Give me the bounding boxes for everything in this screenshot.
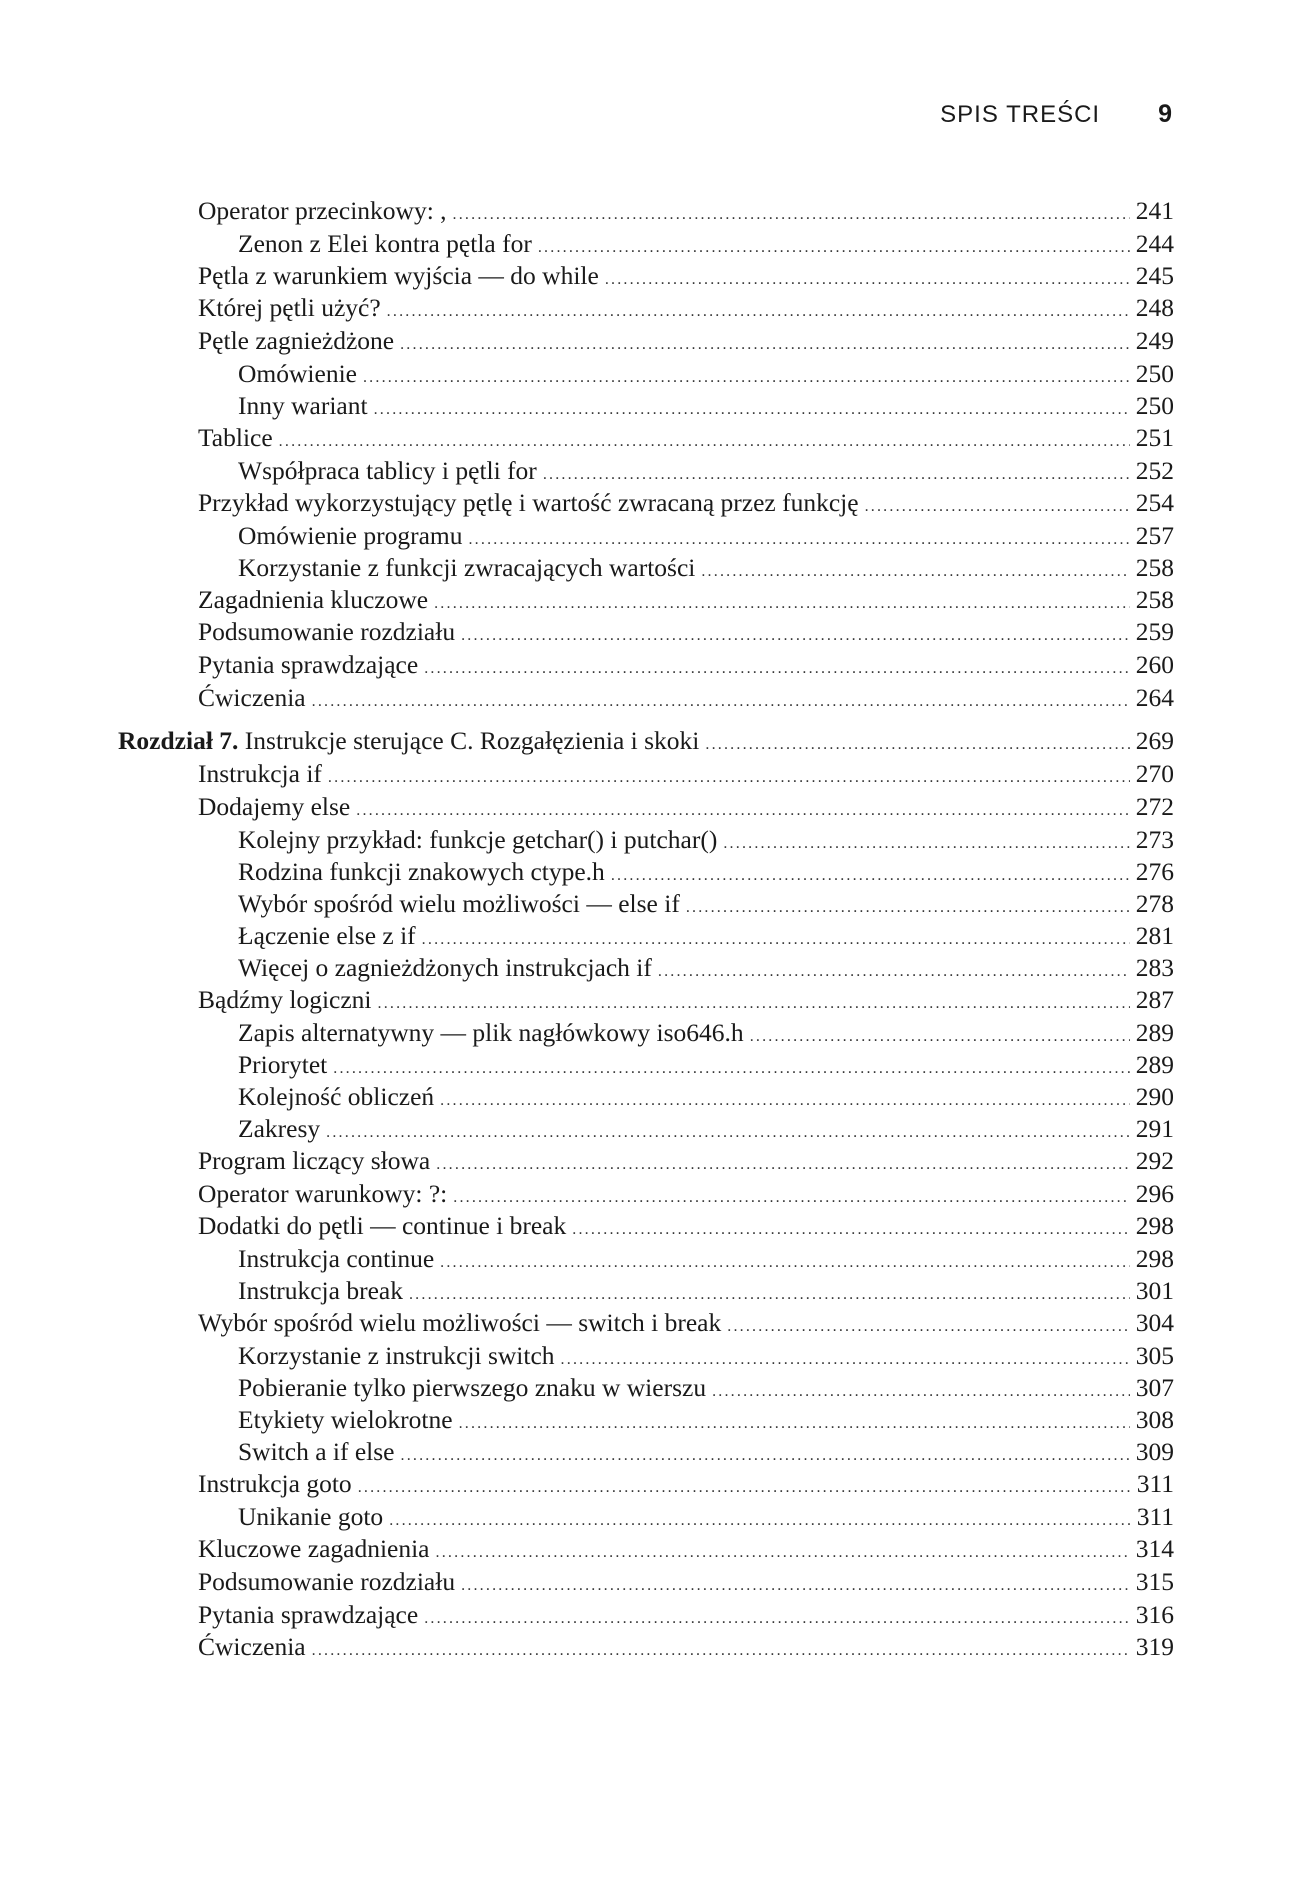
dot-leader (712, 1383, 1130, 1401)
toc-page-number: 250 (1135, 390, 1174, 420)
toc-page-number: 276 (1135, 856, 1174, 886)
toc-entry-text: Switch a if else (238, 1437, 395, 1467)
toc-entry[interactable] (118, 1114, 1174, 1146)
toc-entry-text: Zapis alternatywny — plik nagłówkowy iso646.h (238, 1017, 744, 1047)
dot-leader (468, 531, 1129, 549)
toc-entry[interactable] (118, 1502, 1174, 1534)
dot-leader (461, 627, 1130, 645)
toc-entry-text: Podsumowanie rozdziału (198, 1566, 456, 1596)
dot-leader (453, 1189, 1130, 1207)
toc-entry-title (238, 1244, 434, 1274)
toc-entry[interactable] (118, 1600, 1174, 1633)
toc-page-number: 252 (1135, 455, 1174, 485)
toc-chapter-entry[interactable] (118, 726, 1174, 759)
dot-leader (378, 995, 1130, 1013)
toc-entry-text: Pytania sprawdzające (198, 1599, 419, 1629)
toc-entry-text: Pętle zagnieżdżone (198, 326, 395, 356)
toc-entry[interactable] (118, 456, 1174, 488)
toc-entry[interactable] (118, 650, 1174, 683)
dot-leader (543, 466, 1130, 484)
toc-page-number: 289 (1135, 1049, 1174, 1079)
running-header-title: SPIS TREŚCI (940, 101, 1101, 128)
dot-leader (436, 1156, 1129, 1174)
toc-entry-text: Rodzina funkcji znakowych ctype.h (238, 856, 605, 886)
toc-entry-text: Ćwiczenia (198, 1632, 306, 1662)
dot-leader (701, 563, 1129, 581)
toc-entry-title (198, 585, 428, 615)
toc-entry-text: Unikanie goto (238, 1502, 384, 1532)
dot-leader (727, 1318, 1130, 1336)
toc-entry-text: Omówienie (238, 358, 357, 388)
toc-page-number: 249 (1135, 326, 1174, 356)
toc-entry-title (238, 857, 605, 887)
dot-leader (611, 867, 1130, 885)
dot-leader (440, 1092, 1130, 1110)
dot-leader (538, 239, 1130, 257)
toc-entry-text: Zenon z Elei kontra pętla for (238, 228, 532, 258)
toc-entry-title (238, 953, 652, 983)
toc-entry-text: Dodatki do pętli — continue i break (198, 1211, 567, 1241)
toc-entry-title (198, 196, 447, 226)
toc-entry[interactable] (118, 617, 1174, 650)
toc-entry-title (118, 726, 699, 756)
toc-entry-title (198, 683, 306, 713)
toc-entry[interactable] (118, 889, 1174, 921)
toc-entry-text: Pytania sprawdzające (198, 650, 419, 680)
toc-entry-text: Zakresy (238, 1113, 321, 1143)
toc-entry-title (238, 359, 357, 389)
toc-entry-text: Łączenie else z if (238, 920, 416, 950)
toc-page-number: 258 (1135, 584, 1174, 614)
toc-entry[interactable] (118, 759, 1174, 792)
toc-page-number: 259 (1135, 617, 1174, 647)
toc-page-number: 269 (1135, 726, 1174, 756)
toc-entry[interactable] (118, 1341, 1174, 1373)
toc-entry-title (198, 1534, 430, 1564)
toc-entry-title (198, 792, 350, 822)
toc-entry-title (238, 1276, 403, 1306)
dot-leader (459, 1415, 1130, 1433)
toc-entry[interactable] (118, 196, 1174, 229)
toc-page-number: 289 (1135, 1017, 1174, 1047)
chapter-label: Rozdział 7. (118, 726, 239, 756)
toc-entry-title (198, 488, 859, 518)
dot-leader (440, 1254, 1130, 1272)
toc-entry-title (238, 1082, 434, 1112)
toc-entry[interactable] (118, 683, 1174, 716)
toc-entry[interactable] (118, 293, 1174, 326)
toc-page-number: 301 (1135, 1276, 1174, 1306)
toc-entry[interactable] (118, 921, 1174, 953)
toc-entry-text: Pobieranie tylko pierwszego znaku w wierszu (238, 1373, 707, 1403)
toc-entry-title (198, 1211, 566, 1241)
toc-entry-title (238, 825, 717, 855)
dot-leader (605, 271, 1130, 289)
toc-page-number: 270 (1135, 759, 1174, 789)
toc-entry-text: Zagadnienia kluczowe (198, 584, 429, 614)
toc-entry-title (238, 889, 680, 919)
toc-entry-title (198, 1146, 430, 1176)
toc-page-number: 244 (1135, 228, 1174, 258)
toc-entry-text: Wybór spośród wielu możliwości — else if (238, 888, 680, 918)
dot-leader (461, 1577, 1130, 1595)
dot-leader (422, 931, 1130, 949)
toc-entry-title (198, 985, 372, 1015)
toc-entry-text: Etykiety wielokrotne (238, 1405, 453, 1435)
page-number: 9 (1158, 100, 1172, 128)
toc-entry-title (198, 293, 381, 323)
toc-entry[interactable] (118, 391, 1174, 423)
toc-entry-title (238, 1050, 327, 1080)
dot-leader (705, 736, 1129, 754)
toc-page-number: 308 (1135, 1405, 1174, 1435)
toc-entry-title (238, 553, 695, 583)
toc-entry-text: Korzystanie z instrukcji switch (238, 1340, 555, 1370)
toc-entry-title (198, 1632, 306, 1662)
dot-leader (424, 660, 1130, 678)
toc-entry[interactable] (118, 1146, 1174, 1179)
toc-entry[interactable] (118, 1276, 1174, 1308)
toc-entry-text: Której pętli użyć? (198, 293, 381, 323)
toc-entry[interactable] (118, 1534, 1174, 1567)
toc-page-number: 245 (1135, 260, 1174, 290)
dot-leader (409, 1286, 1130, 1304)
toc-entry-text: Priorytet (238, 1049, 328, 1079)
toc-page-number: 251 (1135, 423, 1174, 453)
toc-page-number: 258 (1135, 552, 1174, 582)
toc-entry-title (238, 391, 368, 421)
toc-entry[interactable] (118, 585, 1174, 618)
toc-entry[interactable] (118, 1050, 1174, 1082)
dot-leader (389, 1512, 1131, 1530)
toc-entry-title (238, 921, 416, 951)
dot-leader (358, 1479, 1131, 1497)
toc-page-number: 315 (1135, 1566, 1174, 1596)
toc-page-number: 287 (1135, 984, 1174, 1014)
toc-entry[interactable] (118, 229, 1174, 261)
toc-entry[interactable] (118, 359, 1174, 391)
toc-entry-text: Omówienie programu (238, 520, 463, 550)
toc-entry-text: Podsumowanie rozdziału (198, 617, 456, 647)
toc-entry-title (238, 1018, 744, 1048)
toc-entry-title (198, 1567, 455, 1597)
toc-entry-title (238, 1405, 453, 1435)
toc-entry-text: Instrukcja if (198, 759, 322, 789)
toc-entry-title (198, 650, 418, 680)
dot-leader (723, 835, 1129, 853)
toc-entry[interactable] (118, 1437, 1174, 1469)
toc-page-number: 307 (1135, 1373, 1174, 1403)
dot-leader (312, 693, 1130, 711)
toc-page-number: 290 (1135, 1081, 1174, 1111)
toc-entry-title (198, 617, 455, 647)
toc-entry-text: Instrukcja break (238, 1276, 403, 1306)
toc-entry[interactable] (118, 423, 1174, 456)
toc-page-number: 298 (1135, 1211, 1174, 1241)
toc-page-number: 264 (1135, 682, 1174, 712)
toc-entry[interactable] (118, 857, 1174, 889)
toc-entry-text: Tablice (198, 423, 273, 453)
dot-leader (326, 1124, 1130, 1142)
toc-page-number: 257 (1135, 520, 1174, 550)
toc-page-number: 248 (1135, 293, 1174, 323)
toc-entry-text: Współpraca tablicy i pętli for (238, 455, 537, 485)
toc-entry-text: Korzystanie z funkcji zwracających wartości (238, 552, 696, 582)
dot-leader (356, 802, 1130, 820)
dot-leader (658, 963, 1130, 981)
dot-leader (363, 369, 1130, 387)
toc-entry-text: Instrukcje sterujące C. Rozgałęzienia i skoki (244, 726, 700, 756)
toc-entry-title (238, 1437, 395, 1467)
toc-page-number: 319 (1135, 1632, 1174, 1662)
toc-entry-text: Wybór spośród wielu możliwości — switch i break (198, 1308, 722, 1338)
toc-entry-text: Instrukcja continue (238, 1244, 435, 1274)
toc-page-number: 298 (1135, 1244, 1174, 1274)
toc-entry[interactable] (118, 1373, 1174, 1405)
toc-entry-text: Kolejność obliczeń (238, 1081, 435, 1111)
table-of-contents (118, 196, 1174, 1665)
dot-leader (453, 206, 1130, 224)
toc-entry-text: Przykład wykorzystujący pętlę i wartość zwracaną przez funkcję (198, 487, 859, 517)
dot-leader (374, 401, 1130, 419)
dot-leader (401, 1447, 1130, 1465)
toc-entry-title (238, 1373, 706, 1403)
toc-entry-title (238, 456, 537, 486)
toc-entry-text: Kolejny przykład: funkcje getchar() i putchar() (238, 824, 718, 854)
dot-leader (328, 769, 1130, 787)
dot-leader (750, 1028, 1130, 1046)
dot-leader (686, 899, 1130, 917)
dot-leader (312, 1642, 1130, 1660)
toc-page-number: 309 (1135, 1437, 1174, 1467)
toc-page-number: 311 (1136, 1502, 1174, 1532)
toc-entry[interactable] (118, 488, 1174, 521)
toc-entry-title (198, 423, 273, 453)
toc-page-number: 272 (1135, 791, 1174, 821)
toc-entry-title (198, 1600, 418, 1630)
dot-leader (387, 303, 1130, 321)
toc-entry[interactable] (118, 261, 1174, 294)
dot-leader (400, 336, 1130, 354)
toc-entry-text: Kluczowe zagadnienia (198, 1534, 430, 1564)
toc-entry[interactable] (118, 1244, 1174, 1276)
toc-entry-title (198, 1469, 352, 1499)
dot-leader (561, 1351, 1130, 1369)
toc-page-number: 291 (1135, 1113, 1174, 1143)
toc-entry-text: Ćwiczenia (198, 682, 306, 712)
toc-page-number: 254 (1135, 487, 1174, 517)
toc-entry[interactable] (118, 1632, 1174, 1665)
dot-leader (424, 1610, 1130, 1628)
toc-page-number: 241 (1135, 196, 1174, 225)
dot-leader (436, 1544, 1130, 1562)
toc-entry[interactable] (118, 985, 1174, 1018)
toc-entry-title (198, 1179, 447, 1209)
toc-entry-text: Dodajemy else (198, 791, 351, 821)
toc-entry-title (198, 261, 599, 291)
toc-entry[interactable] (118, 825, 1174, 857)
toc-page-number: 314 (1135, 1534, 1174, 1564)
toc-entry-title (198, 1308, 721, 1338)
toc-entry-text: Pętla z warunkiem wyjścia — do while (198, 260, 599, 290)
dot-leader (333, 1060, 1130, 1078)
toc-entry-text: Operator przecinkowy: , (198, 196, 447, 225)
toc-entry-title (238, 229, 532, 259)
toc-page-number: 305 (1135, 1340, 1174, 1370)
toc-entry-text: Instrukcja goto (198, 1469, 352, 1499)
toc-entry-title (238, 521, 462, 551)
toc-page-number: 292 (1135, 1146, 1174, 1176)
toc-page-number: 260 (1135, 650, 1174, 680)
dot-leader (434, 595, 1130, 613)
toc-entry-text: Bądźmy logiczni (198, 984, 372, 1014)
toc-page-number: 311 (1136, 1469, 1174, 1499)
running-header (940, 100, 1172, 129)
toc-entry[interactable] (118, 1211, 1174, 1244)
toc-entry[interactable] (118, 1082, 1174, 1114)
toc-entry[interactable] (118, 1308, 1174, 1341)
toc-page-number: 273 (1135, 824, 1174, 854)
toc-entry[interactable] (118, 1469, 1174, 1502)
toc-page-number: 283 (1135, 952, 1174, 982)
toc-entry[interactable] (118, 1405, 1174, 1437)
toc-entry[interactable] (118, 1567, 1174, 1600)
toc-page-number: 296 (1135, 1178, 1174, 1208)
toc-entry[interactable] (118, 521, 1174, 553)
toc-entry[interactable] (118, 1018, 1174, 1050)
toc-entry[interactable] (118, 1179, 1174, 1212)
toc-page-number: 250 (1135, 358, 1174, 388)
toc-page-number: 281 (1135, 920, 1174, 950)
toc-entry-text: Operator warunkowy: ?: (198, 1178, 448, 1208)
toc-entry[interactable] (118, 953, 1174, 985)
toc-entry-text: Inny wariant (238, 390, 368, 420)
toc-entry-title (198, 759, 322, 789)
toc-entry-title (238, 1341, 555, 1371)
toc-entry-title (238, 1502, 383, 1532)
dot-leader (279, 433, 1130, 451)
dot-leader (865, 498, 1130, 516)
toc-entry[interactable] (118, 326, 1174, 359)
toc-entry-text: Program liczący słowa (198, 1146, 431, 1176)
toc-entry[interactable] (118, 792, 1174, 825)
toc-entry-title (198, 326, 394, 356)
toc-page-number: 316 (1135, 1599, 1174, 1629)
dot-leader (572, 1221, 1130, 1239)
toc-entry-text: Więcej o zagnieżdżonych instrukcjach if (238, 952, 652, 982)
toc-page-number: 304 (1135, 1308, 1174, 1338)
toc-page-number: 278 (1135, 888, 1174, 918)
toc-entry-title (238, 1114, 320, 1144)
toc-entry[interactable] (118, 553, 1174, 585)
